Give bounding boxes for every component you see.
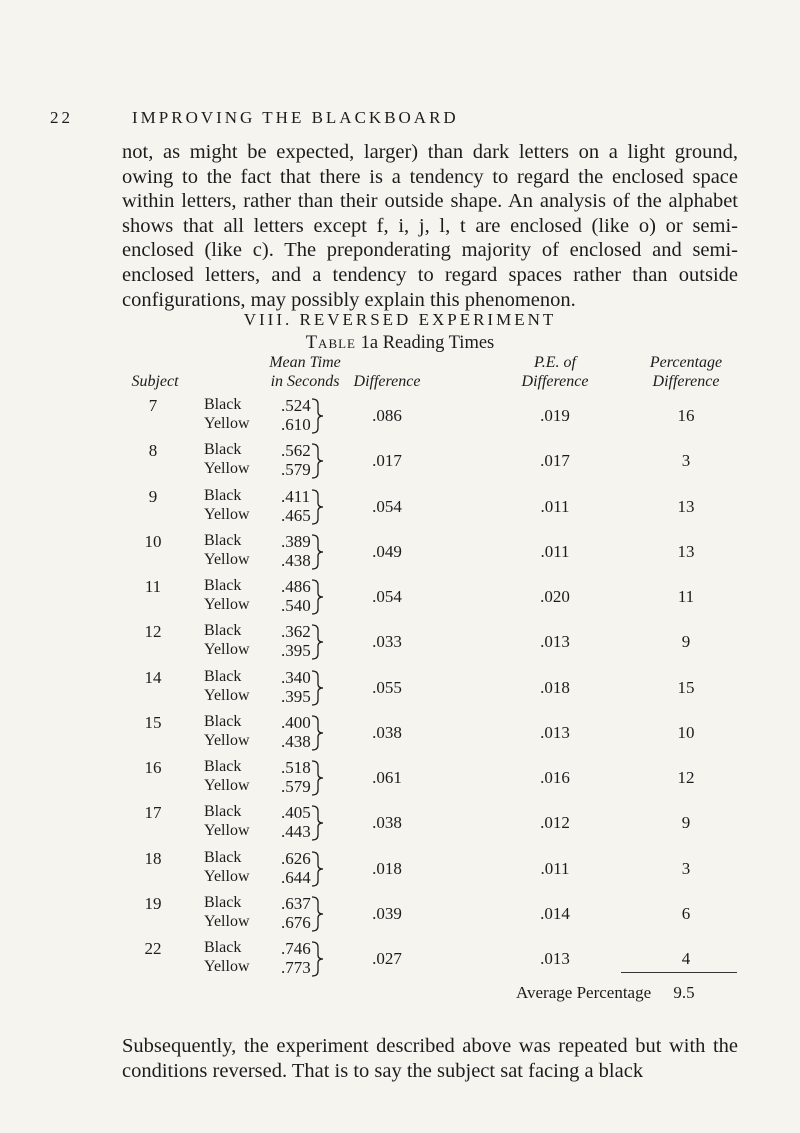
header-subject: Subject bbox=[131, 373, 179, 390]
time-black: .411 bbox=[281, 486, 311, 506]
time-yellow: .438 bbox=[281, 550, 311, 570]
condition-black: Black bbox=[204, 396, 242, 413]
brace-icon bbox=[311, 489, 325, 525]
difference-value: .054 bbox=[372, 496, 402, 516]
condition-yellow: Yellow bbox=[204, 912, 250, 930]
percentage-value: 9 bbox=[681, 813, 691, 833]
brace-icon bbox=[311, 624, 325, 660]
body-paragraph-1: not, as might be expected, larger) than dark letters on a light ground, owing to the fact that there is a tendency to regard the enclosed space within letters, rather than their outside shape. An analysis of the alphabet shows that all letters except f, i, j, l, t are enclosed (like o) or semi-enclosed (like c). The preponderating majority of enclosed and semi-enclosed letters, and a tendency to regard spaces rather than outside configurations, may possibly explain this phenomenon. bbox=[122, 141, 738, 311]
time-yellow: .579 bbox=[281, 460, 311, 480]
subject-number: 18 bbox=[144, 848, 162, 868]
condition-black: Black bbox=[204, 486, 242, 504]
average-label: Average Percentage bbox=[516, 983, 652, 1002]
table-row bbox=[0, 575, 800, 619]
difference-value: .061 bbox=[372, 768, 402, 787]
table-row bbox=[0, 439, 800, 483]
page-number: 22 bbox=[50, 108, 73, 127]
section-title: VIII. REVERSED EXPERIMENT bbox=[243, 310, 557, 329]
subject-number: 8 bbox=[148, 441, 158, 461]
time-yellow: .644 bbox=[281, 867, 311, 887]
time-yellow: .395 bbox=[281, 641, 311, 661]
pe-value: .018 bbox=[540, 677, 570, 697]
time-yellow: .395 bbox=[281, 686, 311, 706]
difference-value: .049 bbox=[372, 541, 402, 561]
table-row bbox=[0, 666, 800, 710]
condition-black: Black bbox=[204, 893, 242, 911]
subject-number: 10 bbox=[144, 531, 162, 551]
percentage-value: 16 bbox=[677, 406, 695, 425]
difference-value: .027 bbox=[372, 949, 402, 968]
table-row bbox=[0, 530, 800, 574]
average-value: 9.5 bbox=[673, 983, 695, 1002]
pe-value: .017 bbox=[540, 451, 570, 471]
header-pe bbox=[490, 353, 620, 391]
time-yellow: .773 bbox=[281, 958, 311, 977]
subject-number: 9 bbox=[148, 486, 158, 506]
brace-icon bbox=[311, 715, 325, 751]
condition-black: Black bbox=[204, 712, 242, 730]
time-black: .746 bbox=[281, 939, 311, 958]
percentage-value: 13 bbox=[677, 541, 695, 561]
subject-number: 19 bbox=[144, 893, 162, 913]
time-black: .562 bbox=[281, 441, 311, 461]
subject-number: 17 bbox=[144, 803, 162, 823]
time-black: .405 bbox=[281, 803, 311, 823]
condition-yellow: Yellow bbox=[204, 505, 250, 523]
difference-value: .033 bbox=[372, 632, 402, 652]
condition-yellow: Yellow bbox=[204, 686, 250, 704]
header-percentage-line2: Difference bbox=[652, 373, 720, 390]
time-black: .340 bbox=[281, 667, 311, 687]
pe-value: .012 bbox=[540, 813, 570, 833]
condition-black: Black bbox=[204, 622, 242, 640]
difference-value: .038 bbox=[372, 813, 402, 833]
sum-rule bbox=[621, 972, 737, 973]
difference-value: .055 bbox=[372, 677, 402, 697]
percentage-value: 12 bbox=[677, 768, 695, 787]
subject-number: 12 bbox=[144, 622, 162, 642]
condition-yellow: Yellow bbox=[204, 460, 250, 478]
time-black: .518 bbox=[281, 758, 311, 777]
time-yellow: .443 bbox=[281, 822, 311, 842]
condition-black: Black bbox=[204, 803, 242, 821]
condition-black: Black bbox=[204, 667, 242, 685]
pe-value: .013 bbox=[540, 722, 570, 742]
header-pe-line2: Difference bbox=[521, 373, 589, 390]
percentage-value: 3 bbox=[681, 858, 691, 878]
subject-number: 14 bbox=[144, 667, 162, 687]
table-title-text: 1a Reading Times bbox=[360, 333, 495, 353]
table-row bbox=[0, 620, 800, 664]
table-row bbox=[0, 485, 800, 529]
brace-icon bbox=[311, 805, 325, 841]
condition-yellow: Yellow bbox=[204, 867, 250, 885]
pe-value: .019 bbox=[540, 406, 570, 425]
table-row bbox=[0, 847, 800, 891]
percentage-value: 4 bbox=[681, 949, 691, 968]
subject-number: 7 bbox=[148, 396, 158, 415]
condition-yellow: Yellow bbox=[204, 731, 250, 749]
condition-yellow: Yellow bbox=[204, 822, 250, 840]
difference-value: .039 bbox=[372, 903, 402, 923]
time-yellow: .676 bbox=[281, 912, 311, 932]
table-row bbox=[0, 756, 800, 800]
brace-icon bbox=[311, 896, 325, 932]
brace-icon bbox=[311, 851, 325, 887]
running-title: IMPROVING THE BLACKBOARD bbox=[132, 108, 459, 127]
brace-icon bbox=[311, 443, 325, 479]
brace-icon bbox=[311, 534, 325, 570]
pe-value: .011 bbox=[540, 858, 570, 878]
header-difference: Difference bbox=[353, 373, 421, 390]
header-percentage bbox=[630, 353, 742, 391]
condition-black: Black bbox=[204, 441, 242, 459]
percentage-value: 15 bbox=[677, 677, 695, 697]
condition-yellow: Yellow bbox=[204, 958, 250, 975]
header-pe-line1: P.E. of bbox=[534, 354, 576, 371]
pe-value: .014 bbox=[540, 903, 570, 923]
condition-yellow: Yellow bbox=[204, 641, 250, 659]
table-row bbox=[0, 711, 800, 755]
table-row bbox=[0, 394, 800, 438]
time-yellow: .438 bbox=[281, 731, 311, 751]
difference-value: .086 bbox=[372, 406, 402, 425]
percentage-value: 13 bbox=[677, 496, 695, 516]
brace-icon bbox=[311, 941, 325, 977]
condition-yellow: Yellow bbox=[204, 596, 250, 613]
time-yellow: .610 bbox=[281, 415, 311, 434]
header-mean-time-line1: Mean Time bbox=[269, 354, 341, 371]
percentage-value: 6 bbox=[681, 903, 691, 923]
table-row bbox=[0, 801, 800, 845]
table-row bbox=[0, 892, 800, 936]
pe-value: .013 bbox=[540, 949, 570, 968]
pe-value: .013 bbox=[540, 632, 570, 652]
condition-yellow: Yellow bbox=[204, 415, 250, 432]
percentage-value: 10 bbox=[677, 722, 695, 742]
brace-icon bbox=[311, 670, 325, 706]
header-percentage-line1: Percentage bbox=[649, 354, 723, 371]
condition-yellow: Yellow bbox=[204, 777, 250, 794]
time-yellow: .465 bbox=[281, 505, 311, 525]
pe-value: .020 bbox=[540, 587, 570, 606]
time-black: .400 bbox=[281, 712, 311, 732]
time-black: .524 bbox=[281, 396, 311, 415]
condition-black: Black bbox=[204, 531, 242, 549]
difference-value: .038 bbox=[372, 722, 402, 742]
time-black: .389 bbox=[281, 531, 311, 551]
time-yellow: .540 bbox=[281, 596, 311, 615]
table-title-label: Table bbox=[305, 333, 356, 353]
brace-icon bbox=[311, 398, 325, 434]
subject-number: 11 bbox=[144, 577, 162, 596]
percentage-value: 11 bbox=[677, 587, 695, 606]
condition-black: Black bbox=[204, 939, 242, 956]
difference-value: .054 bbox=[372, 587, 402, 606]
condition-black: Black bbox=[204, 848, 242, 866]
subject-number: 15 bbox=[144, 712, 162, 732]
condition-black: Black bbox=[204, 758, 242, 775]
header-mean-time-line2: in Seconds bbox=[270, 373, 340, 390]
difference-value: .018 bbox=[372, 858, 402, 878]
time-black: .637 bbox=[281, 893, 311, 913]
subject-number: 16 bbox=[144, 758, 162, 777]
condition-yellow: Yellow bbox=[204, 550, 250, 568]
average-row bbox=[516, 983, 695, 1003]
percentage-value: 3 bbox=[681, 451, 691, 471]
table-title bbox=[0, 333, 800, 354]
pe-value: .011 bbox=[540, 541, 570, 561]
subject-number: 22 bbox=[144, 939, 162, 958]
time-black: .626 bbox=[281, 848, 311, 868]
pe-value: .016 bbox=[540, 768, 570, 787]
pe-value: .011 bbox=[540, 496, 570, 516]
percentage-value: 9 bbox=[681, 632, 691, 652]
time-yellow: .579 bbox=[281, 777, 311, 796]
brace-icon bbox=[311, 579, 325, 615]
condition-black: Black bbox=[204, 577, 242, 594]
body-paragraph-2: Subsequently, the experiment described above was repeated but with the conditions reversed. That is to say the subject sat facing a black bbox=[122, 1035, 738, 1082]
table-row bbox=[0, 937, 800, 981]
difference-value: .017 bbox=[372, 451, 402, 471]
time-black: .486 bbox=[281, 577, 311, 596]
brace-icon bbox=[311, 760, 325, 796]
time-black: .362 bbox=[281, 622, 311, 642]
